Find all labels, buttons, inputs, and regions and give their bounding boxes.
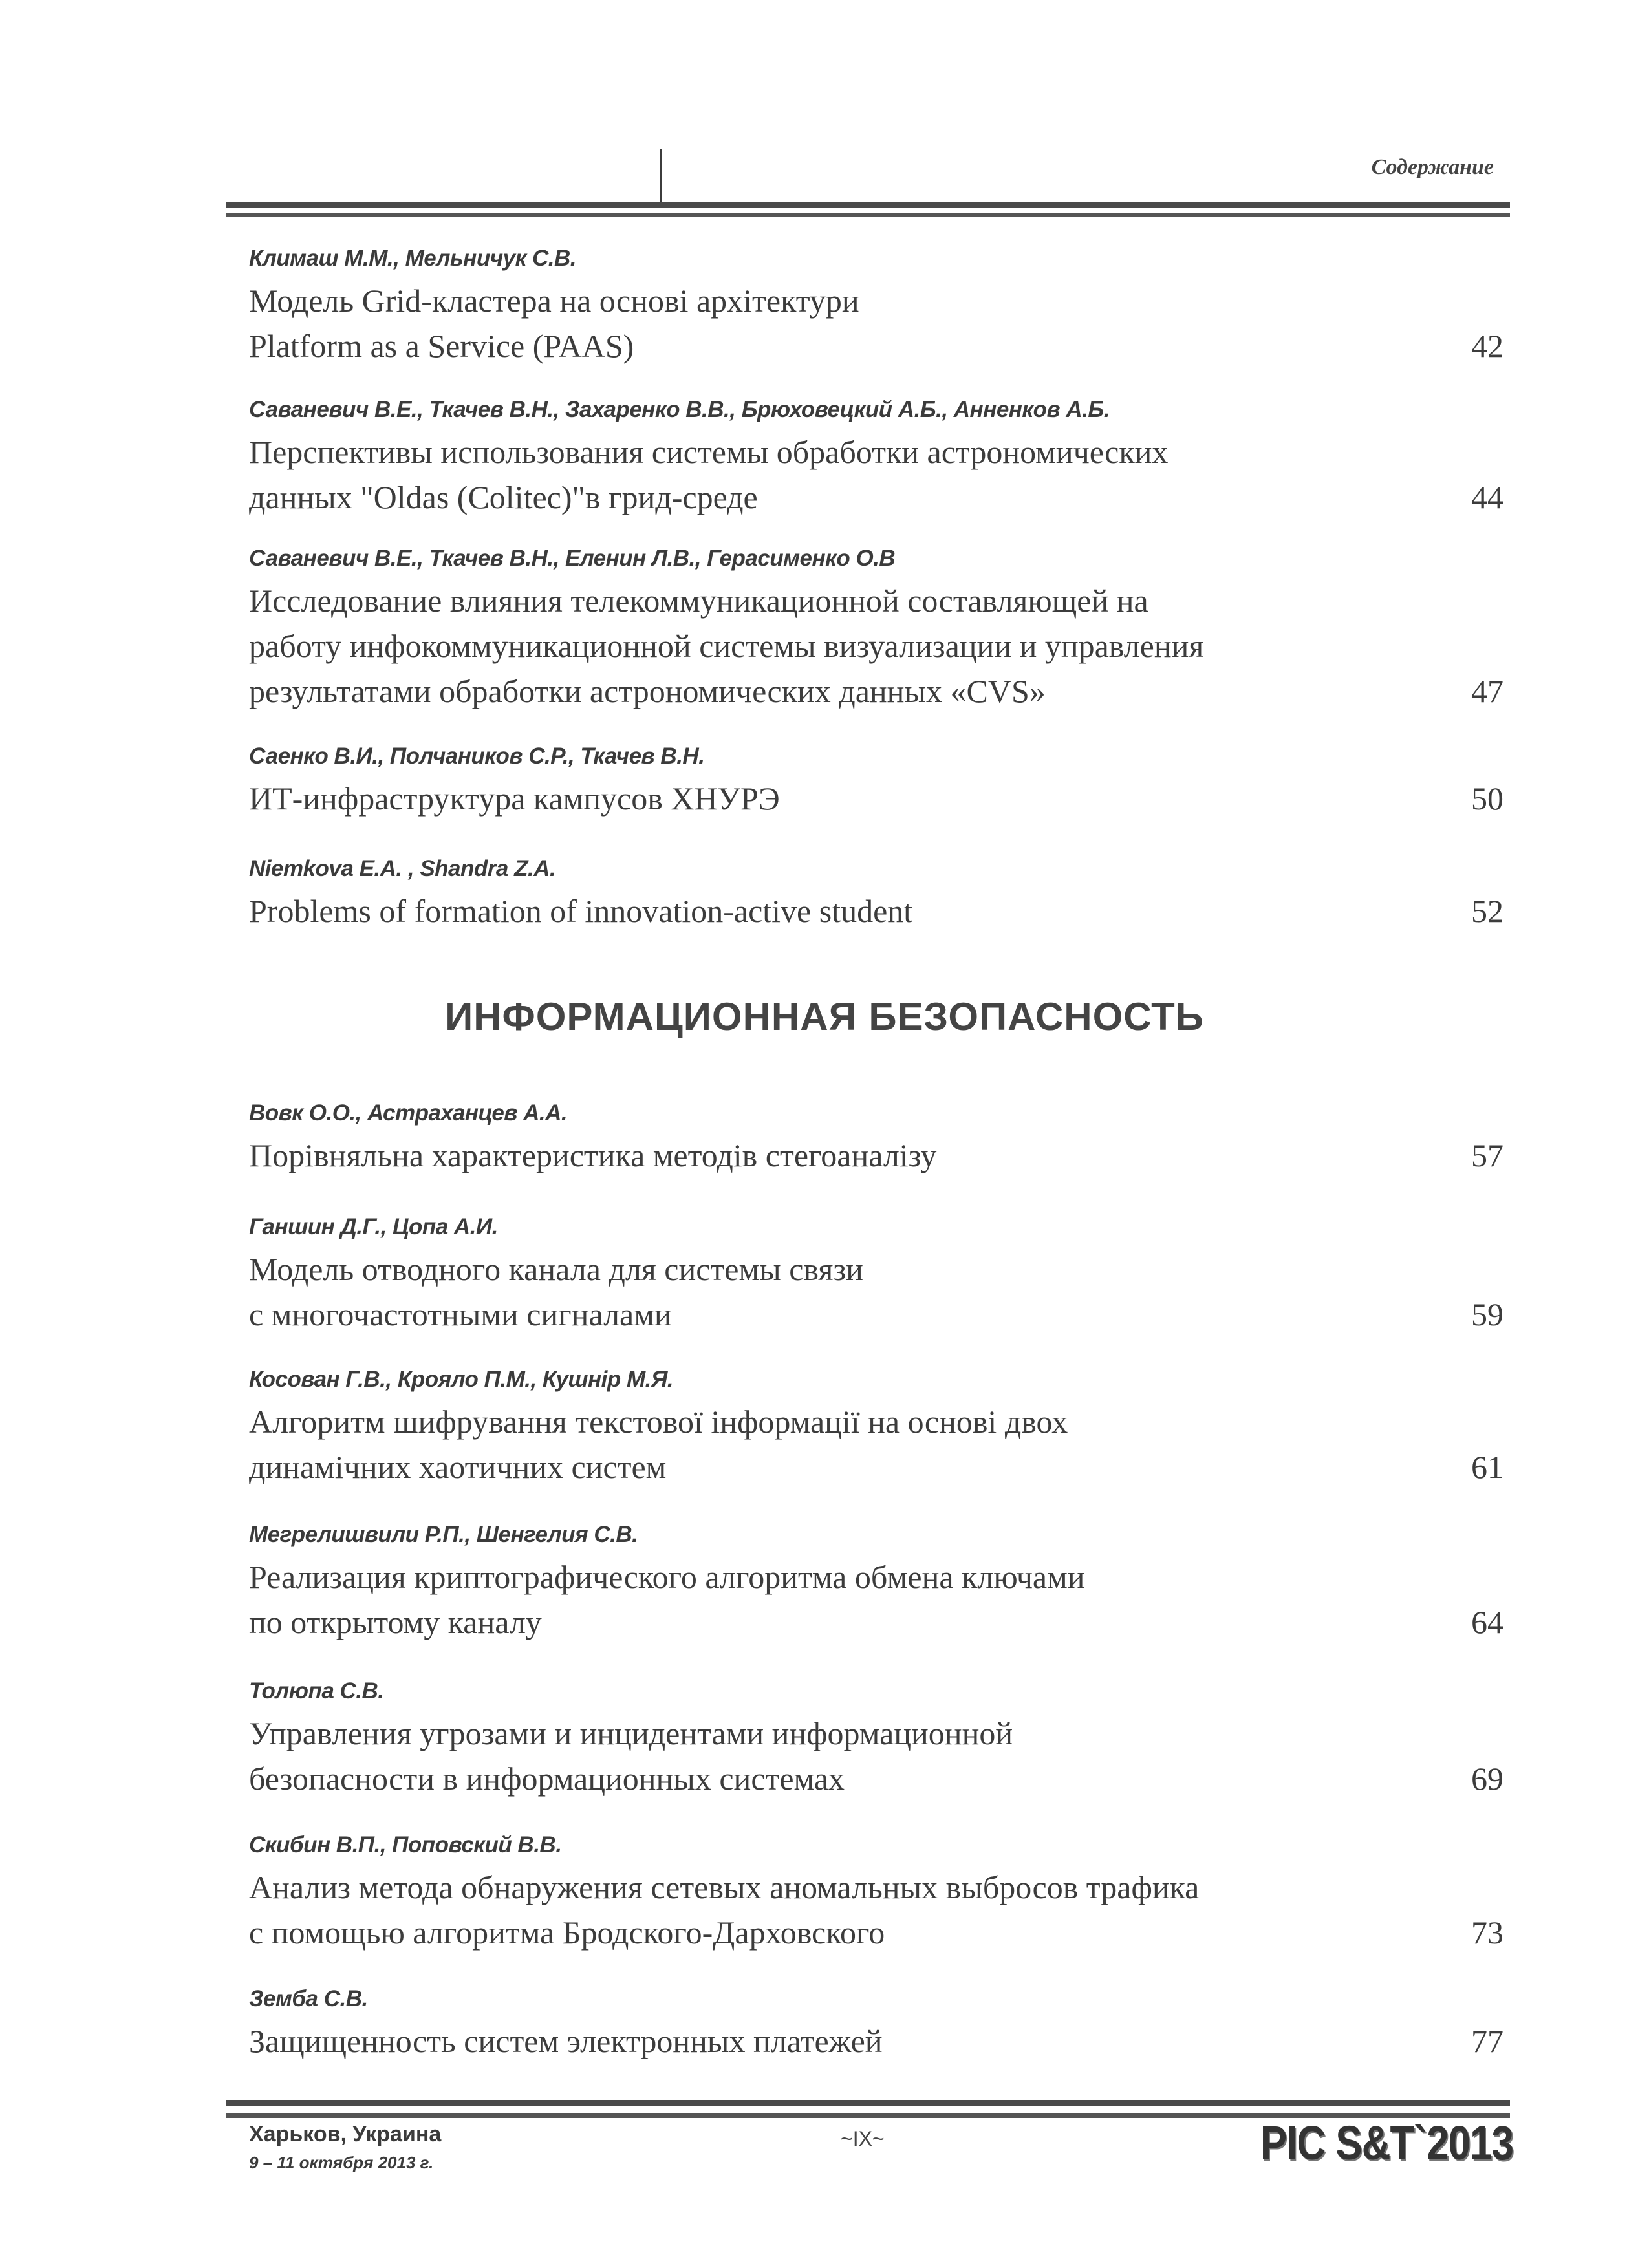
entry-page-number: 73 xyxy=(1471,1914,1503,1951)
toc-entry[interactable] xyxy=(249,1213,1503,1337)
entry-authors: Мегрелишвили Р.П., Шенгелия С.В. xyxy=(249,1522,638,1547)
toc-entry[interactable] xyxy=(249,1099,1503,1178)
entry-page-number: 77 xyxy=(1471,2023,1503,2059)
entry-title: Модель отводного канала для системы связи с многочастотными сигналами xyxy=(249,1251,863,1332)
footer-dates: 9 – 11 октября 2013 г. xyxy=(249,2153,434,2172)
entry-page-number: 50 xyxy=(1471,780,1503,817)
entry-authors: Земба С.В. xyxy=(249,1986,368,2011)
entry-authors: Косован Г.В., Крояло П.М., Кушнір М.Я. xyxy=(249,1367,674,1392)
conference-logo: PIC S&T`2013 xyxy=(1260,2117,1513,2170)
entry-page-number: 52 xyxy=(1471,893,1503,929)
toc-entry[interactable] xyxy=(249,855,1503,934)
entry-page-number: 42 xyxy=(1471,328,1503,364)
entry-authors: Саваневич В.Е., Ткачев В.Н., Захаренко В.В., Брюховецкий А.Б., Анненков А.Б. xyxy=(249,397,1110,422)
footer-city: Харьков, Украина xyxy=(249,2122,442,2146)
entry-title: Порівняльна характеристика методів стегоаналізу xyxy=(249,1137,937,1173)
entry-authors: Толюпа С.В. xyxy=(249,1678,384,1704)
entry-page-number: 64 xyxy=(1471,1604,1503,1640)
entry-authors: Саваневич В.Е., Ткачев В.Н., Еленин Л.В., Герасименко О.В xyxy=(249,546,896,571)
entry-authors: Саенко В.И., Полчаников С.Р., Ткачев В.Н. xyxy=(249,744,705,769)
toc-entry[interactable] xyxy=(249,742,1503,821)
entry-page-number: 44 xyxy=(1471,479,1503,515)
entry-title: Алгоритм шифрування текстової інформації на основі двох динамічних хаотичних систем xyxy=(249,1404,1068,1485)
toc-entry[interactable] xyxy=(249,1677,1503,1801)
toc-entry[interactable] xyxy=(249,244,1503,369)
footer-page-number: ~IX~ xyxy=(841,2127,885,2150)
section-heading: ИНФОРМАЦИОННАЯ БЕЗОПАСНОСТЬ xyxy=(445,995,1204,1038)
entry-authors: Скибин В.П., Поповский В.В. xyxy=(249,1832,562,1857)
entry-title: Перспективы использования системы обработки астрономических данных "Oldas (Colitec)"в грид-среде xyxy=(249,434,1169,515)
entry-title: Модель Grid-кластера на основі архітектури Platform as a Service (PAAS) xyxy=(249,283,859,364)
entry-title: Анализ метода обнаружения сетевых аномальных выбросов трафика с помощью алгоритма Бродского-Дарховского xyxy=(249,1869,1200,1951)
entry-authors: Ганшин Д.Г., Цопа А.И. xyxy=(249,1214,498,1239)
entry-page-number: 59 xyxy=(1471,1296,1503,1332)
entry-title: Защищенность систем электронных платежей xyxy=(249,2023,883,2059)
toc-entry[interactable] xyxy=(249,1831,1503,1955)
entry-page-number: 61 xyxy=(1471,1449,1503,1485)
entry-title: Problems of formation of innovation-active student xyxy=(249,893,913,929)
entry-page-number: 69 xyxy=(1471,1760,1503,1797)
toc-entry[interactable] xyxy=(249,1365,1503,1490)
header-rule-thin xyxy=(226,213,1510,217)
entry-page-number: 57 xyxy=(1471,1137,1503,1173)
entry-title: Управления угрозами и инцидентами информационной безопасности в информационных системах xyxy=(249,1715,1013,1797)
entry-authors: Климаш М.М., Мельничук С.В. xyxy=(249,246,577,271)
toc-entry[interactable] xyxy=(249,1521,1503,1645)
toc-entry[interactable] xyxy=(249,1985,1503,2064)
entry-title: ИТ-инфраструктура кампусов ХНУРЭ xyxy=(249,780,780,817)
entry-title: Исследование влияния телекоммуникационной составляющей на работу инфокоммуникационной системы визуализации и управления результатами обработки астрономических данных «CVS» xyxy=(249,583,1204,709)
running-header-title: Содержание xyxy=(1371,155,1494,179)
entry-authors: Niemkova E.A. , Shandra Z.A. xyxy=(249,856,556,881)
entry-authors: Вовк О.О., Астраханцев А.А. xyxy=(249,1100,568,1126)
toc-entry[interactable] xyxy=(249,396,1503,520)
header-rule-thick xyxy=(226,202,1510,208)
header-divider xyxy=(660,149,662,202)
footer-rule-thick xyxy=(226,2100,1510,2106)
entry-title: Реализация криптографического алгоритма обмена ключами по открытому каналу xyxy=(249,1559,1085,1640)
toc-entry[interactable] xyxy=(249,544,1503,714)
entry-page-number: 47 xyxy=(1471,673,1503,709)
